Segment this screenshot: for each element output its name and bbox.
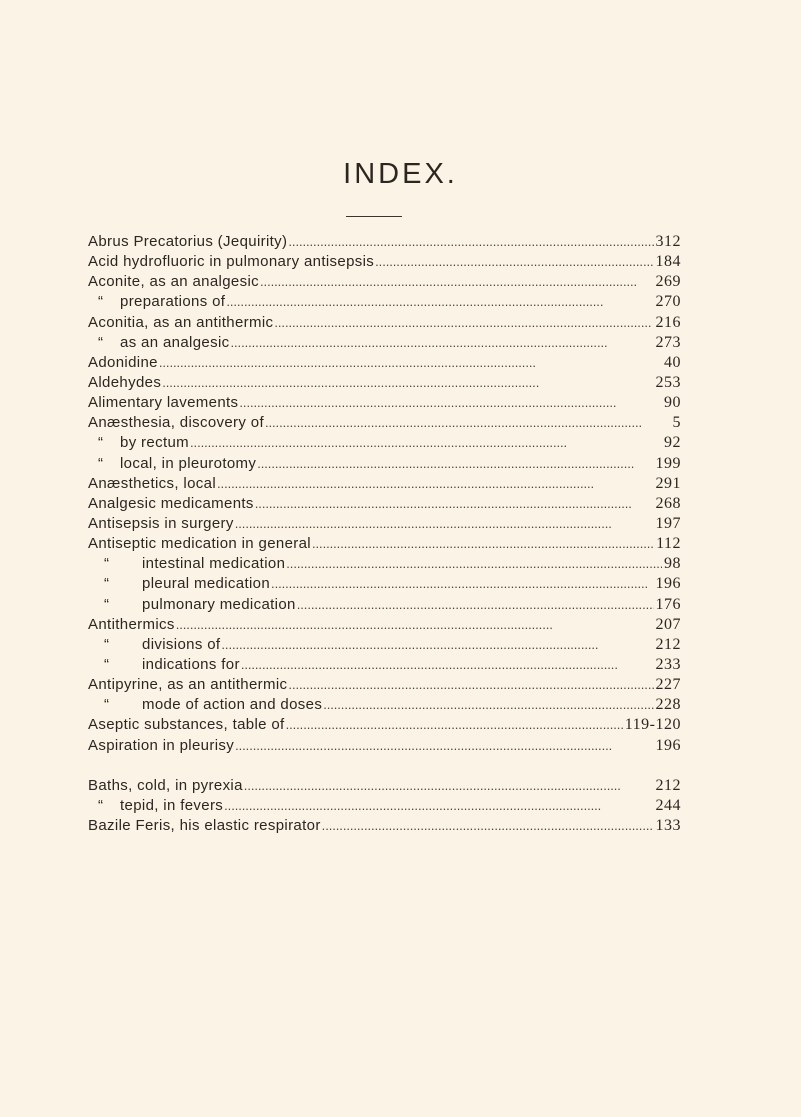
index-entry <box>88 232 681 252</box>
index-entry <box>88 272 681 292</box>
index-entry <box>88 615 681 635</box>
index-entry <box>88 695 681 715</box>
entry-term: tepid, in fevers <box>120 796 224 814</box>
dot-leader <box>231 333 654 353</box>
entry-term: Abrus Precatorius (Jequirity) <box>88 233 288 250</box>
page-number: 228 <box>655 696 681 714</box>
entry-term: Aseptic substances, table of <box>88 716 285 734</box>
index-entry <box>88 655 681 675</box>
ditto-mark: “ <box>98 796 104 814</box>
dot-leader <box>297 595 654 615</box>
index-entry <box>88 574 681 594</box>
dot-leader <box>322 816 654 836</box>
index-entry <box>88 776 681 796</box>
page-number: 312 <box>655 233 681 250</box>
entry-term: Bazile Feris, his elastic respirator <box>88 816 321 834</box>
dot-leader <box>265 413 671 433</box>
ditto-mark: “ <box>98 434 104 452</box>
index-entry <box>88 736 681 756</box>
index-entry <box>88 494 681 514</box>
page-number: 196 <box>655 736 681 754</box>
ditto-mark: “ <box>104 635 110 653</box>
dot-leader <box>235 514 654 534</box>
ditto-mark: “ <box>104 555 110 573</box>
ditto-mark: “ <box>98 293 104 311</box>
page-number: 112 <box>656 535 681 553</box>
dot-leader <box>226 292 653 312</box>
page-number: 212 <box>655 635 681 653</box>
dot-leader <box>239 393 662 413</box>
index-entry <box>88 393 681 413</box>
page-number: 244 <box>655 796 681 814</box>
page-number: 269 <box>655 273 681 291</box>
dot-leader <box>190 433 662 453</box>
entry-term: mode of action and doses <box>142 696 323 714</box>
dot-leader <box>162 373 653 393</box>
index-entry <box>88 373 681 393</box>
entry-term: Anæsthesia, discovery of <box>88 414 264 432</box>
entry-term: Acid hydrofluoric in pulmonary antisepsis <box>88 253 375 271</box>
ditto-mark: “ <box>104 575 110 593</box>
index-entry <box>88 252 681 272</box>
index-entry <box>88 635 681 655</box>
dot-leader <box>244 776 654 796</box>
ditto-mark: “ <box>98 454 104 472</box>
index-entry <box>88 353 681 373</box>
dot-leader <box>235 736 653 756</box>
ditto-mark: “ <box>104 655 110 673</box>
entry-term: Aconite, as an analgesic <box>88 273 260 291</box>
index-entry <box>88 292 681 312</box>
entry-term: preparations of <box>120 293 226 311</box>
ditto-mark: “ <box>98 333 104 351</box>
dot-leader <box>288 675 653 695</box>
page-number: 197 <box>655 514 681 532</box>
entry-term: local, in pleurotomy <box>120 454 257 472</box>
index-entry <box>88 715 681 735</box>
entry-term: Aspiration in pleurisy <box>88 736 235 754</box>
page-number: 40 <box>664 353 681 371</box>
entry-term: Antiseptic medication in general <box>88 535 311 553</box>
entry-term: divisions of <box>142 635 221 653</box>
index-entry <box>88 454 681 474</box>
index-entry <box>88 413 681 433</box>
dot-leader <box>257 454 653 474</box>
index-entry <box>88 816 681 836</box>
dot-leader <box>271 574 653 594</box>
index-entry <box>88 433 681 453</box>
entry-term: by rectum <box>120 434 190 452</box>
dot-leader <box>286 715 623 735</box>
title-rule <box>346 216 402 217</box>
page-number: 253 <box>655 373 681 391</box>
index-entry <box>88 514 681 534</box>
page-number: 227 <box>655 676 681 694</box>
page-number: 98 <box>664 555 681 573</box>
page-number: 207 <box>655 615 681 633</box>
index-entry <box>88 474 681 494</box>
dot-leader <box>217 474 653 494</box>
dot-leader <box>286 554 662 574</box>
entry-term: Anæsthetics, local <box>88 474 217 492</box>
entry-term: pulmonary medication <box>142 595 296 613</box>
entry-term: Baths, cold, in pyrexia <box>88 776 243 794</box>
page-number: 5 <box>672 414 681 432</box>
page-number: 199 <box>655 454 681 472</box>
dot-leader <box>176 615 654 635</box>
dot-leader <box>260 272 653 292</box>
entry-term: Antisepsis in surgery <box>88 514 234 532</box>
page-number: 216 <box>655 313 681 331</box>
page-number: 92 <box>664 434 681 452</box>
entry-term: Antithermics <box>88 615 175 633</box>
page-number: 133 <box>655 816 681 834</box>
page-number: 119-120 <box>624 716 681 734</box>
page-number: 212 <box>655 776 681 794</box>
index-entry <box>88 534 681 554</box>
ditto-mark: “ <box>104 595 110 613</box>
page-number: 176 <box>655 595 681 613</box>
entry-term: as an analgesic <box>120 333 230 351</box>
index-entry <box>88 313 681 333</box>
entry-term: intestinal medication <box>142 555 286 573</box>
dot-leader <box>274 313 653 333</box>
dot-leader <box>288 232 653 252</box>
page-title: INDEX. <box>343 158 458 190</box>
entry-term: Alimentary lavements <box>88 394 239 412</box>
entry-term: pleural medication <box>142 575 271 593</box>
dot-leader <box>221 635 653 655</box>
page-number: 184 <box>655 253 681 271</box>
dot-leader <box>224 796 653 816</box>
page-number: 273 <box>655 333 681 351</box>
index-entry <box>88 595 681 615</box>
page-number: 268 <box>655 494 681 512</box>
index-list <box>88 232 681 836</box>
entry-term: Aldehydes <box>88 373 162 391</box>
entry-term: Aconitia, as an antithermic <box>88 313 274 331</box>
index-entry <box>88 675 681 695</box>
page-number: 233 <box>655 655 681 673</box>
page-number: 270 <box>655 293 681 311</box>
dot-leader <box>241 655 654 675</box>
index-entry <box>88 554 681 574</box>
dot-leader <box>375 252 653 272</box>
index-entry <box>88 796 681 816</box>
page-number: 196 <box>655 575 681 593</box>
entry-term: Analgesic medicaments <box>88 494 254 512</box>
dot-leader <box>159 353 662 373</box>
page-number: 291 <box>655 474 681 492</box>
dot-leader <box>323 695 653 715</box>
entry-term: indications for <box>142 655 240 673</box>
entry-term: Antipyrine, as an antithermic <box>88 676 288 694</box>
entry-term: Adonidine <box>88 353 158 371</box>
dot-leader <box>255 494 654 514</box>
page-number: 90 <box>664 394 681 412</box>
ditto-mark: “ <box>104 696 110 714</box>
dot-leader <box>312 534 654 554</box>
index-entry <box>88 333 681 353</box>
